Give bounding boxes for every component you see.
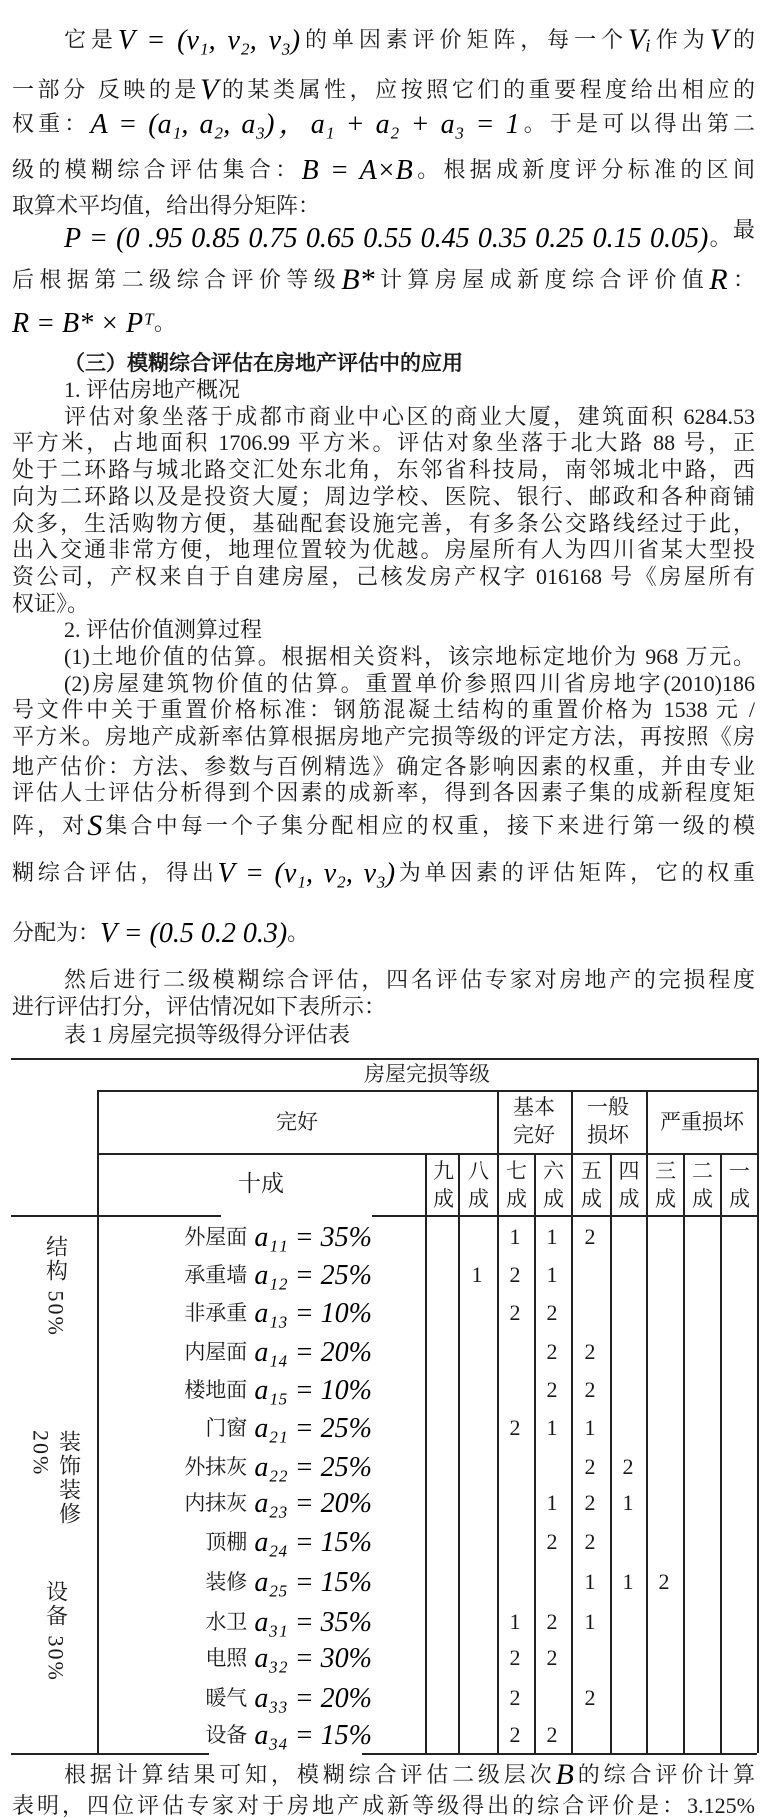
component-name: 暖气	[205, 1686, 248, 1710]
math-formula: V	[709, 23, 729, 56]
text-segment: 的某类属性，应按照它们的重要程度给出相应的	[218, 77, 755, 102]
weight-formula: a₂₄ = 15%	[247, 1527, 372, 1558]
text-segment: 然后进行二级模糊综合评估，四名评估专家对房地产的完损程度	[64, 967, 755, 992]
table-row-label	[205, 1567, 372, 1598]
math-formula: Vᵢ	[627, 23, 651, 56]
weight-formula: a₁₂ = 25%	[247, 1260, 372, 1291]
table-row-label	[205, 1607, 372, 1638]
text-segment: 进行评估打分，评估情况如下表所示：	[12, 994, 387, 1019]
text-segment: 权证》。	[12, 591, 90, 616]
table-rule	[571, 1090, 573, 1753]
component-name: 外屋面	[184, 1225, 248, 1249]
text-segment: 。于是可以得出第二	[519, 111, 755, 136]
text-line	[12, 809, 755, 842]
score-cell: 1	[622, 1569, 634, 1594]
text-line	[12, 698, 755, 722]
weight-formula: a₃₂ = 30%	[247, 1643, 372, 1674]
score-cell: 1	[509, 1609, 521, 1634]
text-line	[12, 565, 755, 589]
table-header-severe-damage: 严重损坏	[660, 1110, 744, 1134]
text-segment: 表明，四位评估专家对于房地产成新等级得出的综合评价是：3.125%	[12, 1793, 755, 1818]
math-formula: V = (0.5 0.2 0.3)	[100, 918, 288, 949]
component-name: 内屋面	[184, 1340, 248, 1364]
grade-header: 七成	[506, 1159, 527, 1212]
table-rule	[534, 1153, 536, 1753]
text-line	[64, 618, 755, 642]
score-cell: 2	[584, 1685, 596, 1710]
score-cell: 2	[622, 1454, 634, 1479]
score-cell: 2	[546, 1300, 558, 1325]
score-cell: 2	[509, 1262, 521, 1287]
text-line	[12, 995, 755, 1019]
text-line	[12, 918, 755, 949]
table-row-label	[184, 1337, 372, 1368]
text-segment: 糊综合评估，得出	[12, 860, 218, 885]
math-formula: V = (v₁, v₂, v₃)	[117, 25, 301, 56]
text-segment: 取算术平均值，给出得分矩阵：	[12, 193, 321, 218]
component-name: 水卫	[205, 1610, 248, 1634]
weight-formula: a₁₅ = 10%	[247, 1375, 372, 1406]
score-cell: 2	[584, 1224, 596, 1249]
component-name: 装修	[205, 1570, 248, 1594]
table-rule	[646, 1090, 648, 1753]
text-segment: ：	[727, 267, 755, 292]
table-row-label	[184, 1298, 372, 1329]
text-segment: 根据计算结果可知，模糊综合评估二级层次	[64, 1762, 556, 1787]
weight-formula: a₁₄ = 20%	[247, 1337, 372, 1368]
table-rule	[11, 1215, 221, 1217]
table-row-label	[184, 1488, 372, 1519]
score-cell: 2	[509, 1645, 521, 1670]
text-segment: 评估人士评估分析得到个因素的成新率，得到各因素子集的成新程度矩	[12, 780, 755, 805]
text-segment: 计算房屋成新度综合评价值	[374, 267, 710, 292]
math-formula: B	[555, 1758, 574, 1791]
grade-header: 九成	[433, 1159, 454, 1212]
text-segment: 。	[708, 225, 733, 250]
text-line	[12, 109, 755, 140]
text-segment: 后根据第二级综合评价等级	[12, 267, 342, 292]
component-name: 设备	[205, 1723, 248, 1747]
score-cell: 2	[509, 1722, 521, 1747]
weight-formula: a₂₅ = 15%	[247, 1567, 372, 1598]
text-segment: 作为	[650, 27, 710, 52]
math-formula: A = (a₁, a₂, a₃)，a₁ + a₂ + a₃ = 1	[90, 109, 520, 140]
text-segment: 的单因素评价矩阵，每一个	[300, 27, 628, 52]
component-name: 电照	[205, 1646, 248, 1670]
text-line	[64, 672, 755, 696]
table-rule	[757, 1058, 759, 1753]
text-segment: 平方米，占地面积 1706.99 平方米。评估对象坐落于北大路 88 号，正	[12, 430, 755, 455]
table-row-label	[184, 1260, 372, 1291]
table-rule	[458, 1153, 460, 1753]
text-segment: 1. 评估房地产概况	[64, 377, 241, 402]
component-name: 门窗	[205, 1416, 248, 1440]
text-line	[64, 217, 755, 254]
weight-formula: a₂₂ = 25%	[247, 1452, 372, 1483]
weight-formula: a₃₄ = 15%	[247, 1720, 372, 1751]
text-line	[12, 155, 755, 186]
table-rule	[97, 1090, 757, 1092]
text-line	[64, 405, 755, 429]
table-rule	[425, 1153, 427, 1753]
table-row-label	[205, 1413, 372, 1444]
score-cell: 1	[509, 1224, 521, 1249]
score-cell: 1	[584, 1609, 596, 1634]
score-cell: 1	[546, 1415, 558, 1440]
text-segment: 一部分 反映的是	[12, 77, 200, 102]
text-line	[64, 351, 755, 375]
score-cell: 2	[546, 1722, 558, 1747]
weight-formula: a₁₁ = 35%	[247, 1222, 372, 1253]
math-formula: P = (0 .95 0.85 0.75 0.65 0.55 0.45 0.35 0.25 0.15 0.05)	[64, 223, 709, 254]
score-cell: 2	[584, 1377, 596, 1402]
score-cell: 2	[584, 1529, 596, 1554]
text-line	[12, 431, 755, 455]
table-header-damage-grade: 房屋完损等级	[364, 1062, 490, 1086]
text-segment: 的综合评价计算	[573, 1762, 755, 1787]
text-segment: 处于二环路与城北路交汇处东北角，东邻省科技局，南邻城北中路，西	[12, 457, 755, 482]
table-row-label	[184, 1375, 372, 1406]
text-line	[12, 308, 755, 339]
table-header-basic-good: 基本完好	[513, 1095, 555, 1148]
score-cell: 1	[546, 1224, 558, 1249]
weight-formula: a₂₁ = 25%	[247, 1413, 372, 1444]
score-cell: 1	[584, 1569, 596, 1594]
table-rule	[610, 1153, 612, 1753]
text-segment: 表 1 房屋完损等级得分评估表	[64, 1022, 351, 1047]
text-line	[12, 1794, 755, 1818]
text-segment: 评估对象坐落于成都市商业中心区的商业大厦，建筑面积 6284.53	[64, 404, 755, 429]
math-formula: S	[87, 809, 103, 842]
score-cell: 1	[546, 1262, 558, 1287]
text-segment: 平方米。房地产成新率估算根据房地产完损等级的评定方法，再按照《房	[12, 724, 755, 749]
grade-header: 二成	[692, 1159, 713, 1212]
grade-header: 八成	[468, 1159, 489, 1212]
text-line	[12, 781, 755, 805]
table-rule	[720, 1153, 722, 1753]
math-formula: B*	[341, 263, 375, 296]
score-cell: 2	[509, 1415, 521, 1440]
group-label: 设备 30%	[43, 1580, 69, 1682]
group-label: 结构 50%	[43, 1235, 69, 1337]
text-line	[12, 458, 755, 482]
text-segment: 。	[153, 310, 176, 335]
text-segment: 集合中每一个子集分配相应的权重，接下来进行第一级的模	[102, 813, 755, 838]
weight-formula: a₃₃ = 20%	[247, 1683, 372, 1714]
text-segment: 。根据成新度评分标准的区间	[412, 157, 755, 182]
score-cell: 2	[546, 1377, 558, 1402]
score-cell: 1	[584, 1415, 596, 1440]
math-formula: R = B* × Pᵀ	[12, 308, 154, 339]
text-line	[12, 73, 755, 106]
score-cell: 2	[546, 1529, 558, 1554]
text-line	[12, 755, 755, 779]
text-segment: 权重：	[12, 111, 91, 136]
table-rule	[497, 1090, 499, 1753]
table-rule	[11, 1058, 757, 1060]
text-line	[12, 858, 755, 889]
table-row-label	[205, 1720, 372, 1751]
table-row-label	[184, 1222, 372, 1253]
text-segment: 号文件中关于重置价格标准：钢筋混凝土结构的重置价格为 1538 元 /	[12, 697, 755, 722]
text-line	[12, 263, 755, 296]
score-cell: 2	[546, 1645, 558, 1670]
weight-formula: a₃₁ = 35%	[247, 1607, 372, 1638]
text-segment: 向为二环路以及是投资大厦；周边学校、医院、银行、邮政和各种商铺	[12, 484, 755, 509]
grade-header: 十成	[238, 1171, 284, 1196]
score-cell: 2	[584, 1339, 596, 1364]
text-line	[12, 485, 755, 509]
grade-header: 三成	[655, 1159, 676, 1212]
table-row-label	[184, 1452, 372, 1483]
text-segment: 众多，生活购物方便，基础配套设施完善，有多条公交路线经过于此，	[12, 511, 755, 536]
grade-header: 一成	[729, 1159, 750, 1212]
text-segment: 。	[287, 920, 310, 945]
component-name: 楼地面	[184, 1378, 248, 1402]
text-line	[64, 1023, 755, 1047]
text-line	[12, 512, 755, 536]
text-segment: (1)土地价值的估算。根据相关资料，该宗地标定地价为 968 万元。	[64, 644, 755, 669]
table-rule	[683, 1153, 685, 1753]
score-cell: 2	[546, 1339, 558, 1364]
text-segment: 资公司，产权来自于自建房屋，己核发房产权字 016168 号《房屋所有	[12, 564, 755, 589]
score-cell: 2	[509, 1300, 521, 1325]
score-cell: 2	[658, 1569, 670, 1594]
table-rule	[97, 1153, 757, 1155]
table-rule	[372, 1215, 757, 1217]
text-line	[64, 968, 755, 992]
table-header-general-damage: 一般损坏	[587, 1095, 629, 1148]
table-rule	[11, 1753, 209, 1755]
text-line	[12, 538, 755, 562]
component-name: 非承重	[184, 1301, 248, 1325]
weight-formula: a₁₃ = 10%	[247, 1298, 372, 1329]
table-rule	[362, 1753, 757, 1755]
group-label: 装饰装修 20%	[28, 1430, 82, 1526]
math-formula: B = A×B	[301, 155, 413, 186]
grade-header: 五成	[581, 1159, 602, 1212]
component-name: 外抹灰	[184, 1455, 248, 1479]
text-line	[64, 645, 755, 669]
text-segment: 分配为：	[12, 920, 101, 945]
component-name: 内抹灰	[184, 1491, 248, 1515]
text-segment: (2)房屋建筑物价值的估算。重置单价参照四川省房地字(2010)186	[64, 671, 755, 696]
score-cell: 2	[584, 1490, 596, 1515]
table-row-label	[205, 1643, 372, 1674]
text-segment: 地产估价：方法、参数与百例精选》确定各影响因素的权重，并由专业	[12, 754, 755, 779]
text-segment: 阵，对	[12, 813, 88, 838]
text-segment: 2. 评估价值测算过程	[64, 617, 263, 642]
math-formula: V = (v₁, v₂, v₃)	[217, 858, 396, 889]
grade-header: 四成	[618, 1159, 640, 1212]
text-segment: 的	[728, 27, 755, 52]
score-cell: 1	[622, 1490, 634, 1515]
text-line	[12, 194, 755, 218]
text-line	[64, 378, 755, 402]
score-cell: 2	[546, 1609, 558, 1634]
text-segment: 最	[732, 217, 755, 242]
table-header-good: 完好	[276, 1110, 318, 1134]
score-cell: 2	[509, 1685, 521, 1710]
text-line	[64, 23, 755, 56]
score-cell: 1	[471, 1262, 483, 1287]
section-heading: （三）模糊综合评估在房地产评估中的应用	[64, 352, 463, 375]
score-cell: 1	[546, 1490, 558, 1515]
grade-header: 六成	[543, 1159, 564, 1212]
component-name: 承重墙	[184, 1263, 248, 1287]
component-name: 顶棚	[205, 1530, 248, 1554]
text-segment: 级的模糊综合评估集合：	[12, 157, 302, 182]
score-cell: 2	[584, 1454, 596, 1479]
table-row-label	[205, 1683, 372, 1714]
text-segment: 为单因素的评估矩阵，它的权重	[395, 860, 755, 885]
text-line	[64, 1758, 755, 1791]
table-row-label	[205, 1527, 372, 1558]
text-line	[12, 592, 755, 616]
math-formula: R	[709, 263, 728, 296]
math-formula: V	[199, 73, 219, 106]
text-segment: 它是	[64, 27, 118, 52]
text-segment: 出入交通非常方便，地理位置较为优越。房屋所有人为四川省某大型投	[12, 537, 755, 562]
text-line	[12, 725, 755, 749]
weight-formula: a₂₃ = 20%	[247, 1488, 372, 1519]
